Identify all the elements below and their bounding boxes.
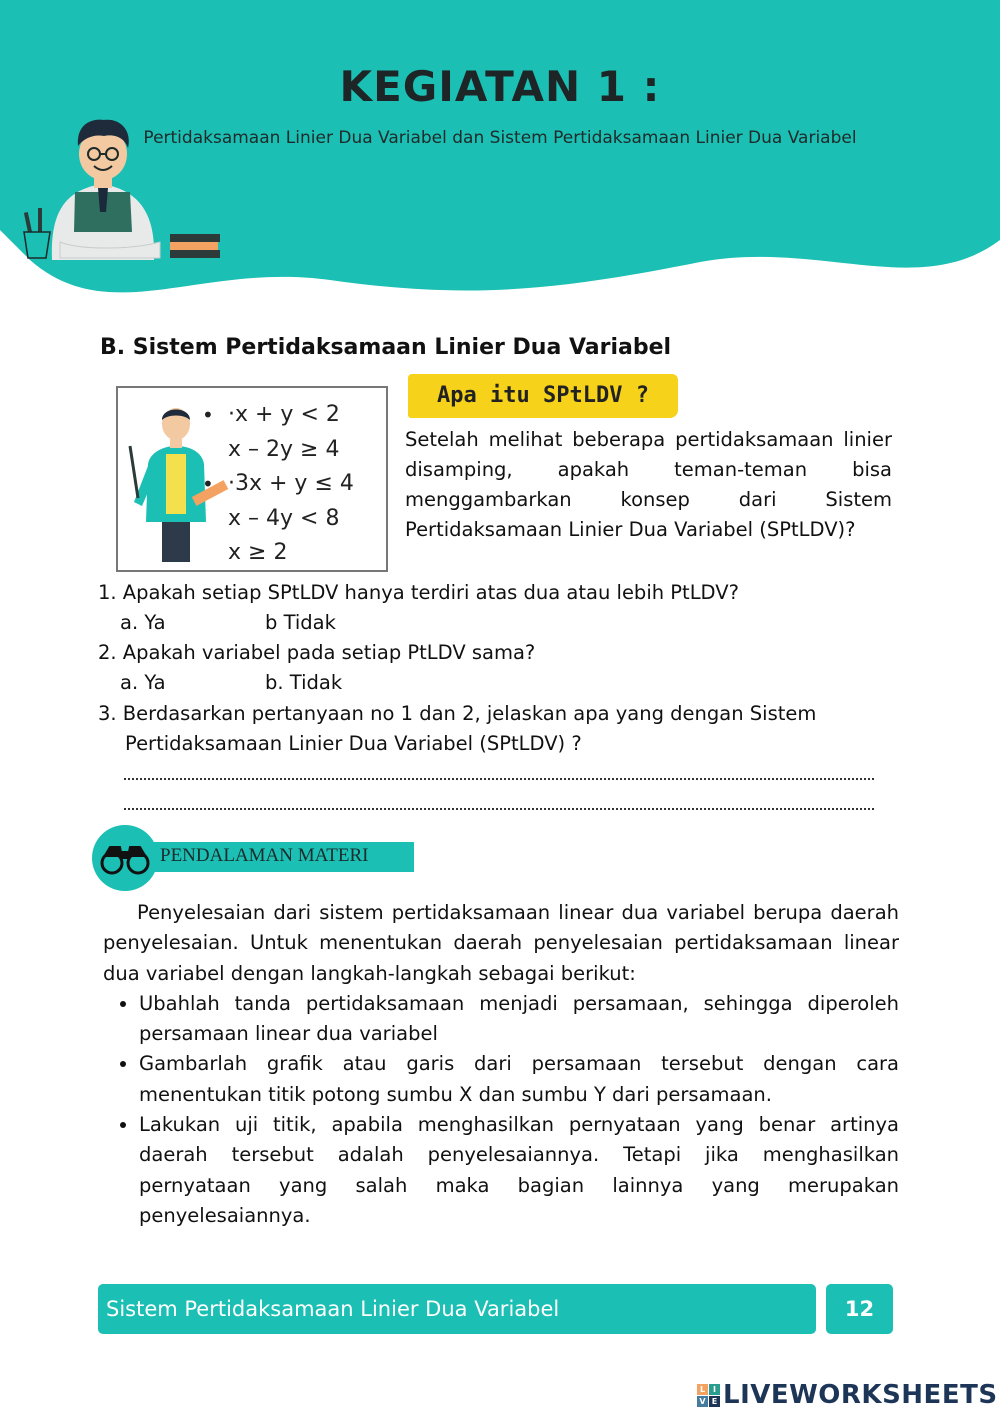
- example-line: [202, 398, 354, 433]
- binoculars-icon: [92, 825, 158, 891]
- question-2: 2. Apakah variabel pada setiap PtLDV sama?: [98, 641, 536, 664]
- pendalaman-paragraph: Penyelesaian dari sistem pertidaksamaan linear dua variabel berupa daerah penyelesaian. Untuk menentukan daerah penyelesaian pertidaksamaan linear dua variabel dengan langkah-langkah sebagai berikut:: [103, 901, 899, 985]
- intro-text: Setelah melihat beberapa pertidaksamaan linier disamping, apakah teman-teman bisa menggambarkan konsep dari Sistem Pertidaksamaan Linier Dua Variabel (SPtLDV)?: [405, 428, 892, 541]
- pendalaman-circle: [92, 825, 158, 891]
- bullet-icon: •: [202, 403, 214, 427]
- question-1: 1. Apakah setiap SPtLDV hanya terdiri atas dua atau lebih PtLDV?: [98, 581, 739, 604]
- steps-list: [103, 989, 899, 1231]
- pendalaman-content: [103, 898, 899, 1231]
- example-text: x ≥ 2: [228, 540, 288, 565]
- presenter-illustration: [122, 402, 232, 567]
- example-text: ·x + y < 2: [228, 402, 340, 427]
- bullet-icon: •: [202, 472, 214, 496]
- step-item: • Ubahlah tanda pertidaksamaan menjadi persamaan, sehingga diperoleh persamaan linear dua variabel: [139, 989, 899, 1050]
- example-text: x – 2y ≥ 4: [228, 436, 340, 462]
- footer-title: Sistem Pertidaksamaan Linier Dua Variabel: [98, 1284, 816, 1334]
- example-line: [228, 433, 354, 468]
- section-title: B. Sistem Pertidaksamaan Linier Dua Variabel: [100, 335, 672, 360]
- answer-line-1[interactable]: [124, 778, 874, 782]
- question-1-option-a[interactable]: a. Ya: [120, 611, 166, 634]
- page-title: KEGIATAN 1 :: [339, 62, 661, 111]
- grid-letter: V: [697, 1396, 708, 1407]
- question-2-option-b[interactable]: b. Tidak: [265, 671, 343, 694]
- example-text: ·3x + y ≤ 4: [228, 471, 354, 496]
- example-line: [202, 467, 354, 502]
- question-3-line-1: 3. Berdasarkan pertanyaan no 1 dan 2, jelaskan apa yang dengan Sistem: [98, 702, 817, 725]
- grid-letter: I: [709, 1384, 720, 1395]
- page-subtitle: Pertidaksamaan Linier Dua Variabel dan Sistem Pertidaksamaan Linier Dua Variabel: [143, 128, 857, 148]
- examples-box: [116, 386, 388, 572]
- question-1-option-b[interactable]: b Tidak: [265, 611, 336, 634]
- liveworksheets-logo: [697, 1377, 998, 1413]
- grid-letter: L: [697, 1384, 708, 1395]
- liveworksheets-text: LIVEWORKSHEETS: [723, 1380, 998, 1410]
- question-2-option-a[interactable]: a. Ya: [120, 671, 166, 694]
- example-text: x – 4y < 8: [228, 505, 340, 531]
- step-item: • Lakukan uji titik, apabila menghasilkan pernyataan yang benar artinya daerah tersebut adalah penyelesaiannya. Tetapi jika menghasilkan pernyataan yang salah maka bagian lainnya yang merupakan penyelesaiannya.: [139, 1110, 899, 1231]
- example-line: [228, 536, 354, 571]
- example-line: [228, 502, 354, 537]
- pendalaman-label: PENDALAMAN MATERI: [160, 845, 369, 866]
- answer-line-2[interactable]: [124, 808, 874, 812]
- page-number: 12: [826, 1284, 893, 1334]
- examples-list: [202, 398, 354, 571]
- question-3-line-2: Pertidaksamaan Linier Dua Variabel (SPtLDV) ?: [125, 732, 582, 755]
- question-badge: Apa itu SPtLDV ?: [408, 374, 678, 418]
- liveworksheets-grid-icon: [697, 1384, 720, 1407]
- grid-letter: E: [709, 1396, 720, 1407]
- step-item: • Gambarlah grafik atau garis dari persamaan tersebut dengan cara menentukan titik potong sumbu X dan sumbu Y dari persamaan.: [139, 1049, 899, 1110]
